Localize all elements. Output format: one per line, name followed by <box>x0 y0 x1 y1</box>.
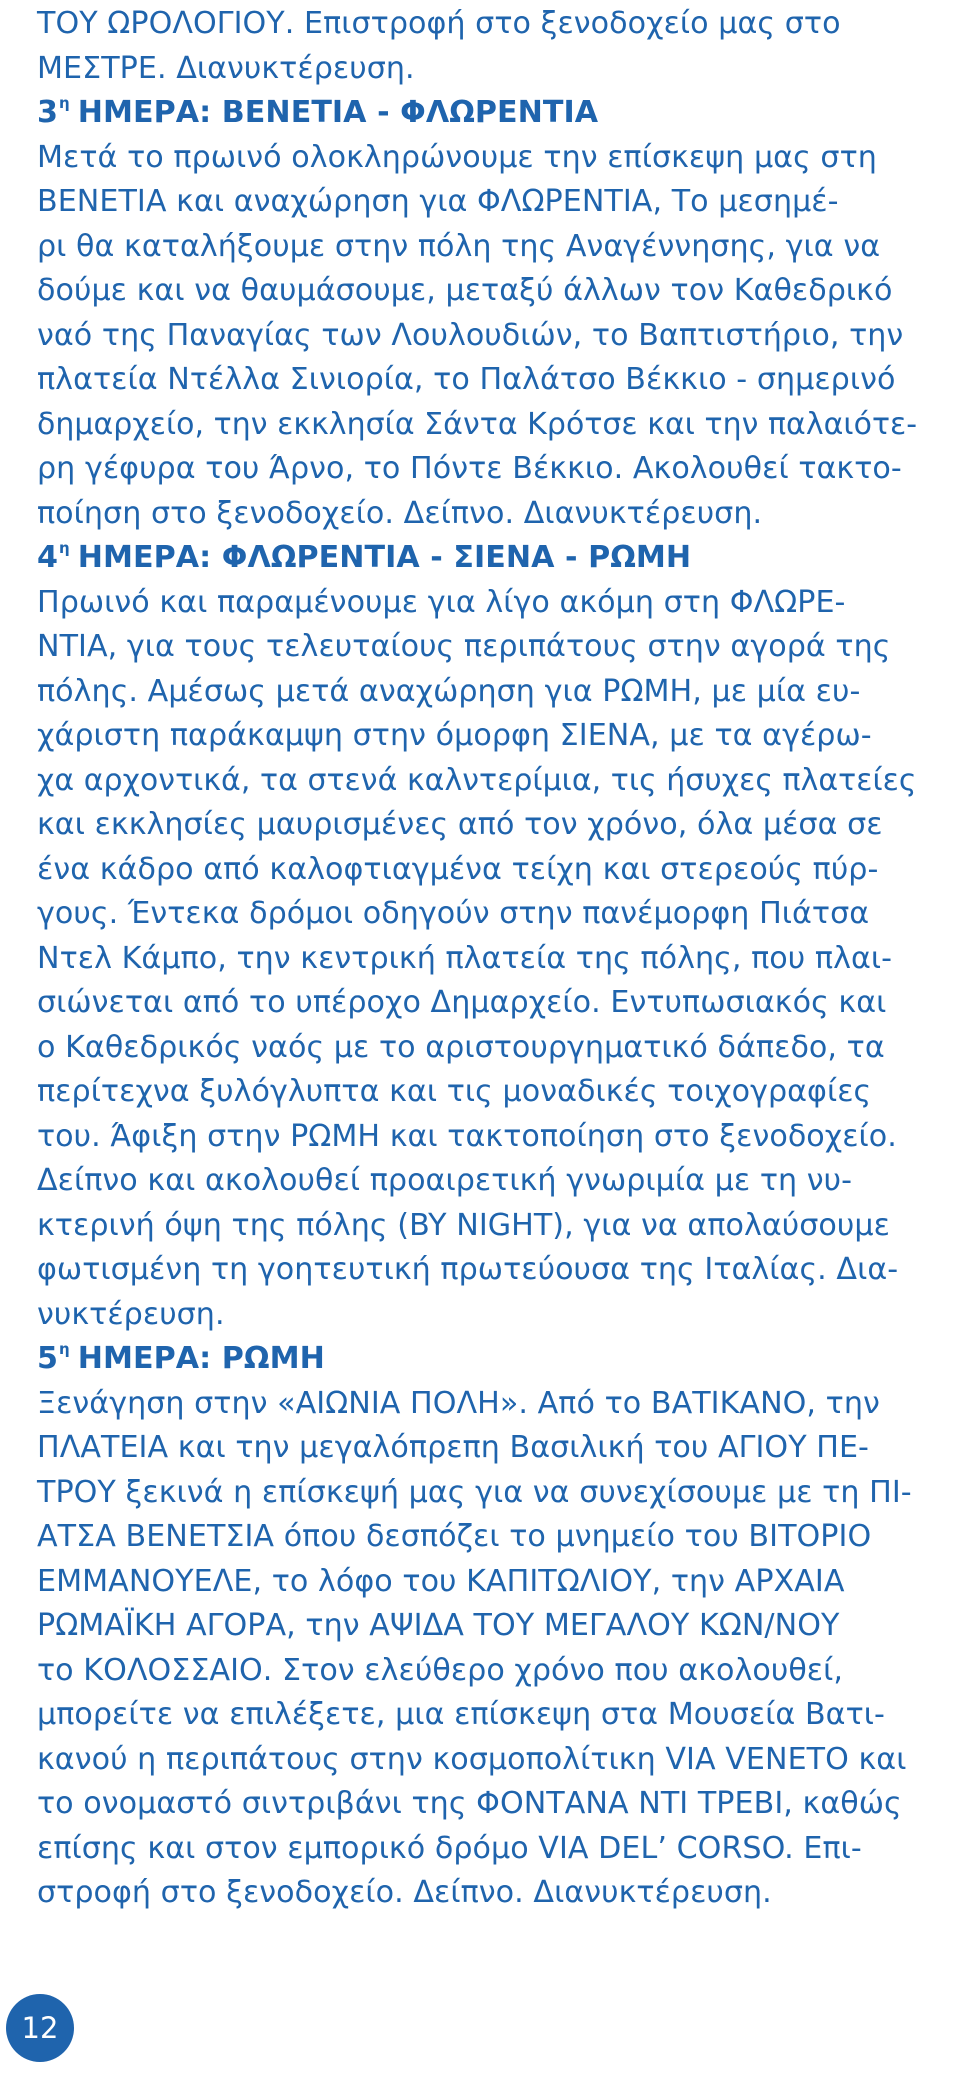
text-line: χάριστη παράκαμψη στην όμορφη ΣΙΕΝΑ, με τα αγέρω- <box>37 718 872 753</box>
text-line: μπορείτε να επιλέξετε, μια επίσκεψη στα Μουσεία Βατι- <box>37 1697 885 1732</box>
text-line: δημαρχείο, την εκκλησία Σάντα Κρότσε και την παλαιότε- <box>37 406 918 442</box>
text-line: νυκτέρευση. <box>37 1296 225 1332</box>
text-line: δούμε και να θαυμάσουμε, μεταξύ άλλων τον Καθεδρικό <box>37 273 893 308</box>
text-line: ένα κάδρο από καλοφτιαγμένα τείχη και στερεούς πύρ- <box>37 851 879 887</box>
text-line: το ΚΟΛΟΣΣΑΙΟ. Στον ελεύθερο χρόνο που ακολουθεί, <box>37 1652 844 1688</box>
text-line: χα αρχοντικά, τα στενά καλντερίμια, τις ήσυχες πλατείες <box>37 762 917 798</box>
text-line: ΡΩΜΑΪΚΗ ΑΓΟΡΑ, την ΑΨΙΔΑ ΤΟΥ ΜΕΓΑΛΟΥ ΚΩΝ/ΝΟΥ <box>37 1608 840 1643</box>
text-line: του. Άφιξη στην ΡΩΜΗ και τακτοποίηση στο ξενοδοχείο. <box>37 1118 897 1154</box>
day-heading <box>37 1337 957 1382</box>
text-line: το ονομαστό σιντριβάνι της ΦΟΝΤΑΝΑ ΝΤΙ ΤΡΕΒΙ, καθώς <box>37 1786 902 1821</box>
text-line: ΤΟΥ ΩΡΟΛΟΓΙΟΥ. Επιστροφή στο ξενοδοχείο μας στο <box>37 6 841 41</box>
text-line: Πρωινό και παραμένουμε για λίγο ακόμη στη ΦΛΩΡΕ- <box>37 584 846 620</box>
day-suffix: η <box>59 1340 70 1358</box>
text-line: στροφή στο ξενοδοχείο. Δείπνο. Διανυκτέρευση. <box>37 1875 772 1910</box>
text-line: επίσης και στον εμπορικό δρόμο VIA DEL’ CORSO. Επι- <box>37 1830 862 1866</box>
text-line: Ξενάγηση στην «ΑΙΩΝΙΑ ΠΟΛΗ». Από το ΒΑΤΙΚΑΝΟ, την <box>37 1385 880 1421</box>
text-line: ΑΤΣΑ ΒΕΝΕΤΣΙΑ όπου δεσπόζει το μνημείο του ΒΙΤΟΡΙΟ <box>37 1519 872 1554</box>
text-line: ΝΤΙΑ, για τους τελευταίους περιπάτους στην αγορά της <box>37 629 891 664</box>
text-line: πλατεία Ντέλλα Σινιορία, το Παλάτσο Βέκκιο - σημερινό <box>37 362 896 397</box>
text-line: ρη γέφυρα του Άρνο, το Πόντε Βέκκιο. Ακολουθεί τακτο- <box>37 451 902 486</box>
text-line: σιώνεται από το υπέροχο Δημαρχείο. Εντυπωσιακός και <box>37 985 887 1020</box>
day-number: 5 <box>37 1341 59 1376</box>
text-line: ο Καθεδρικός ναός με το αριστουργηματικό δάπεδο, τα <box>37 1029 885 1065</box>
text-line: Ντελ Κάμπο, την κεντρική πλατεία της πόλης, που πλαι- <box>37 940 893 976</box>
document-page <box>37 0 957 1916</box>
text-line: πόλης. Αμέσως μετά αναχώρηση για ΡΩΜΗ, με μία ευ- <box>37 673 861 709</box>
text-line: περίτεχνα ξυλόγλυπτα και τις μοναδικές τοιχογραφίες <box>37 1074 872 1109</box>
text-line: ΒΕΝΕΤΙΑ και αναχώρηση για ΦΛΩΡΕΝΤΙΑ, Το μεσημέ- <box>37 184 839 219</box>
day-suffix: η <box>59 539 70 557</box>
day-suffix: η <box>59 94 70 112</box>
day-title: ΗΜΕΡΑ: ΡΩΜΗ <box>77 1341 325 1376</box>
text-line: ποίηση στο ξενοδοχείο. Δείπνο. Διανυκτέρευση. <box>37 495 763 531</box>
text-line: γους. Έντεκα δρόμοι οδηγούν στην πανέμορφη Πιάτσα <box>37 896 870 931</box>
text-line: Μετά το πρωινό ολοκληρώνουμε την επίσκεψη μας στη <box>37 139 877 175</box>
page-number-badge: 12 <box>6 1994 74 2062</box>
text-line: Δείπνο και ακολουθεί προαιρετική γνωριμία με τη νυ- <box>37 1163 853 1198</box>
day-title: ΗΜΕΡΑ: ΦΛΩΡΕΝΤΙΑ - ΣΙΕΝΑ - ΡΩΜΗ <box>77 540 692 575</box>
day-heading <box>37 91 957 136</box>
day-number: 4 <box>37 540 59 575</box>
text-line: και εκκλησίες μαυρισμένες από τον χρόνο, όλα μέσα σε <box>37 807 883 842</box>
text-line: φωτισμένη τη γοητευτική πρωτεύουσα της Ιταλίας. Δια- <box>37 1252 899 1287</box>
text-line: ΜΕΣΤΡΕ. Διανυκτέρευση. <box>37 50 415 86</box>
text-line: κανού η περιπάτους στην κοσμοπολίτικη VIA VENETO και <box>37 1741 907 1777</box>
text-line: ΠΛΑΤΕΙΑ και την μεγαλόπρεπη Βασιλική του ΑΓΙΟΥ ΠΕ- <box>37 1430 869 1465</box>
text-line: ναό της Παναγίας των Λουλουδιών, το Βαπτιστήριο, την <box>37 317 904 353</box>
text-line: κτερινή όψη της πόλης (BY NIGHT), για να απολαύσουμε <box>37 1207 890 1243</box>
text-line: ΤΡΟΥ ξεκινά η επίσκεψή μας για να συνεχίσουμε με τη ΠΙ- <box>37 1474 912 1510</box>
day-heading <box>37 536 957 581</box>
day-number: 3 <box>37 95 59 130</box>
text-line: ρι θα καταλήξουμε στην πόλη της Αναγέννησης, για να <box>37 228 881 264</box>
day-title: ΗΜΕΡΑ: ΒΕΝΕΤΙΑ - ΦΛΩΡΕΝΤΙΑ <box>77 95 599 130</box>
text-line: ΕΜΜΑΝΟΥΕΛΕ, το λόφο του ΚΑΠΙΤΩΛΙΟΥ, την ΑΡΧΑΙΑ <box>37 1563 845 1599</box>
